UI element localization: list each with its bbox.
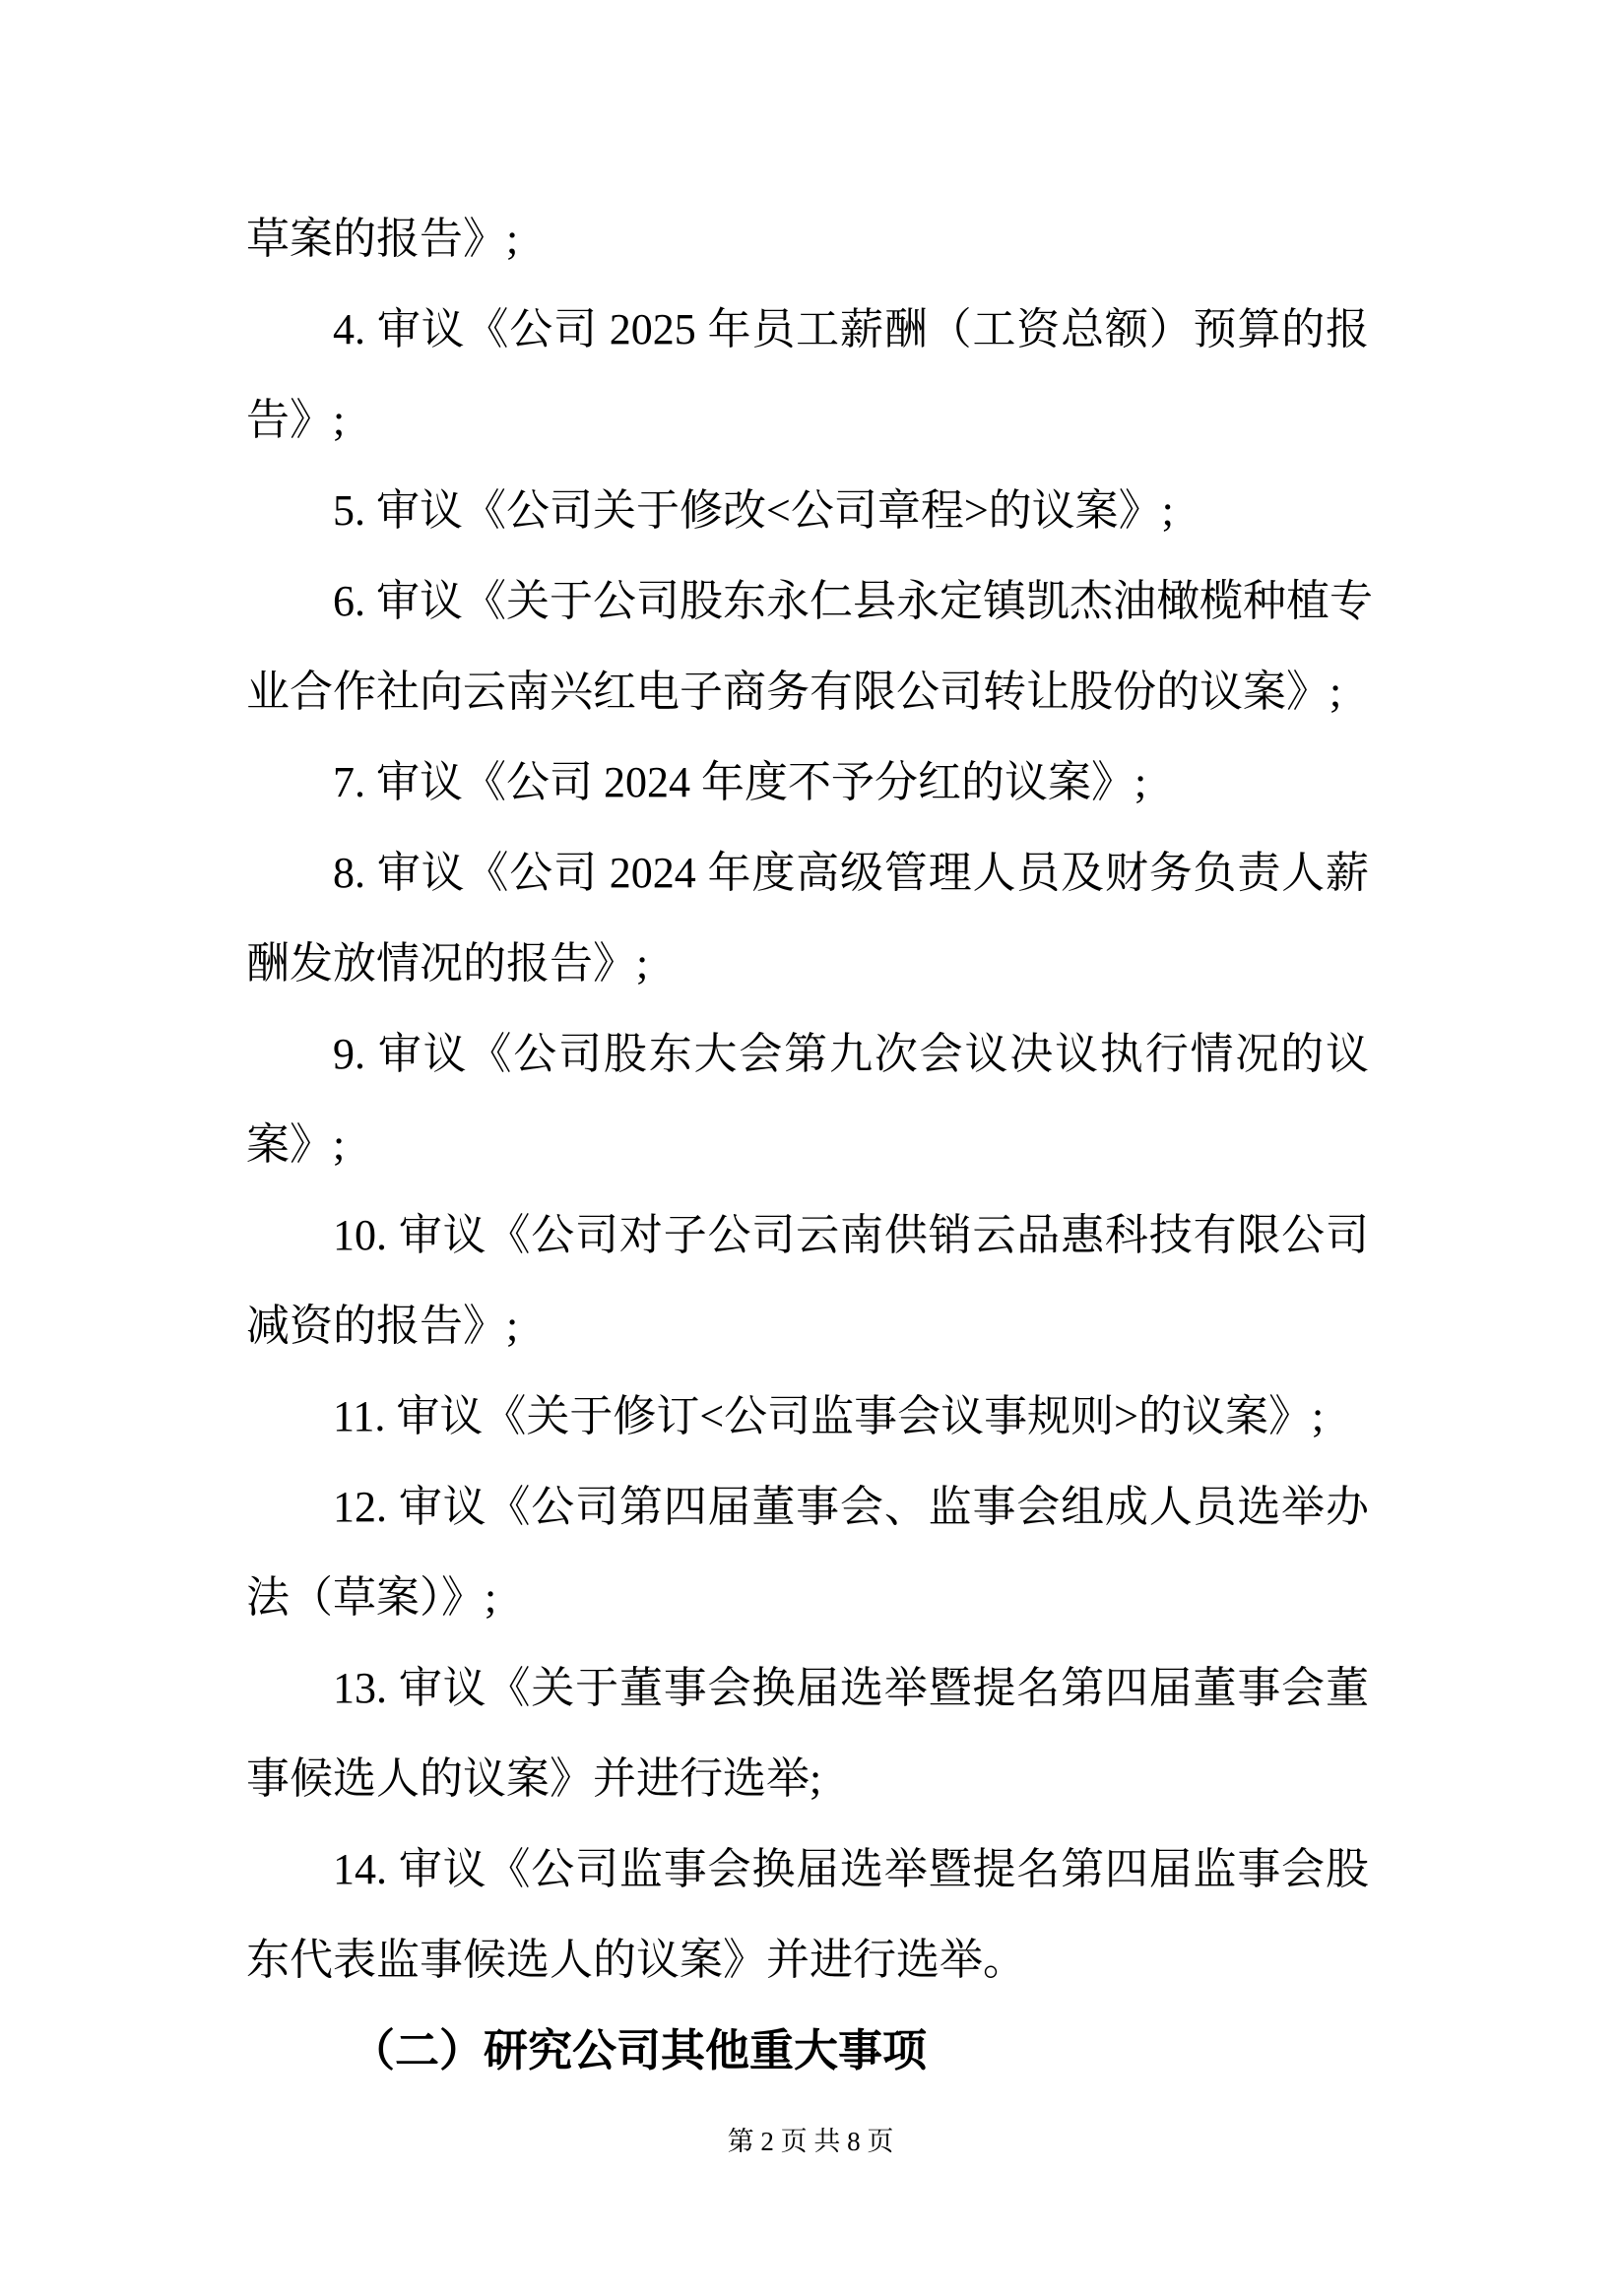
agenda-item-14-line2: 东代表监事候选人的议案》并进行选举。: [246, 1936, 1026, 1984]
agenda-item-6-line2: 业合作社向云南兴红电子商务有限公司转让股份的议案》;: [246, 668, 1342, 716]
agenda-item-12-line2: 法（草案）》;: [246, 1573, 497, 1622]
agenda-item-9-line2: 案》;: [246, 1120, 346, 1169]
agenda-item-10-line1: 10. 审议《公司对子公司云南供销云品惠科技有限公司: [333, 1211, 1369, 1259]
agenda-item-6-line1: 6. 审议《关于公司股东永仁县永定镇凯杰油橄榄种植专: [333, 577, 1373, 625]
section-heading-other-major-matters: （二）研究公司其他重大事项: [351, 2026, 928, 2075]
agenda-item-7: 7. 审议《公司 2024 年度不予分红的议案》;: [333, 758, 1147, 806]
agenda-item-5: 5. 审议《公司关于修改<公司章程>的议案》;: [333, 486, 1174, 535]
page-number-text: 第 2 页 共 8 页: [727, 2127, 894, 2156]
agenda-item-12-line1: 12. 审议《公司第四届董事会、监事会组成人员选举办: [333, 1483, 1369, 1531]
agenda-item-13-line1: 13. 审议《关于董事会换届选举暨提名第四届董事会董: [333, 1664, 1369, 1712]
agenda-item-11: 11. 审议《关于修订<公司监事会议事规则>的议案》;: [333, 1392, 1325, 1440]
agenda-item-14-line1: 14. 审议《公司监事会换届选举暨提名第四届监事会股: [333, 1845, 1369, 1893]
agenda-item-13-line2: 事候选人的议案》并进行选举;: [246, 1754, 822, 1803]
agenda-item-3-continuation: 草案的报告》;: [246, 215, 519, 263]
document-body: [246, 194, 1373, 2096]
agenda-item-4-line1: 4. 审议《公司 2025 年员工薪酬（工资总额）预算的报: [333, 305, 1369, 353]
agenda-item-9-line1: 9. 审议《公司股东大会第九次会议决议执行情况的议: [333, 1030, 1369, 1078]
agenda-item-4-line2: 告》;: [246, 396, 346, 444]
agenda-item-8-line2: 酬发放情况的报告》;: [246, 939, 649, 988]
agenda-item-8-line1: 8. 审议《公司 2024 年度高级管理人员及财务负责人薪: [333, 849, 1369, 897]
page-footer: [0, 2096, 1621, 2187]
agenda-item-10-line2: 减资的报告》;: [246, 1302, 519, 1350]
